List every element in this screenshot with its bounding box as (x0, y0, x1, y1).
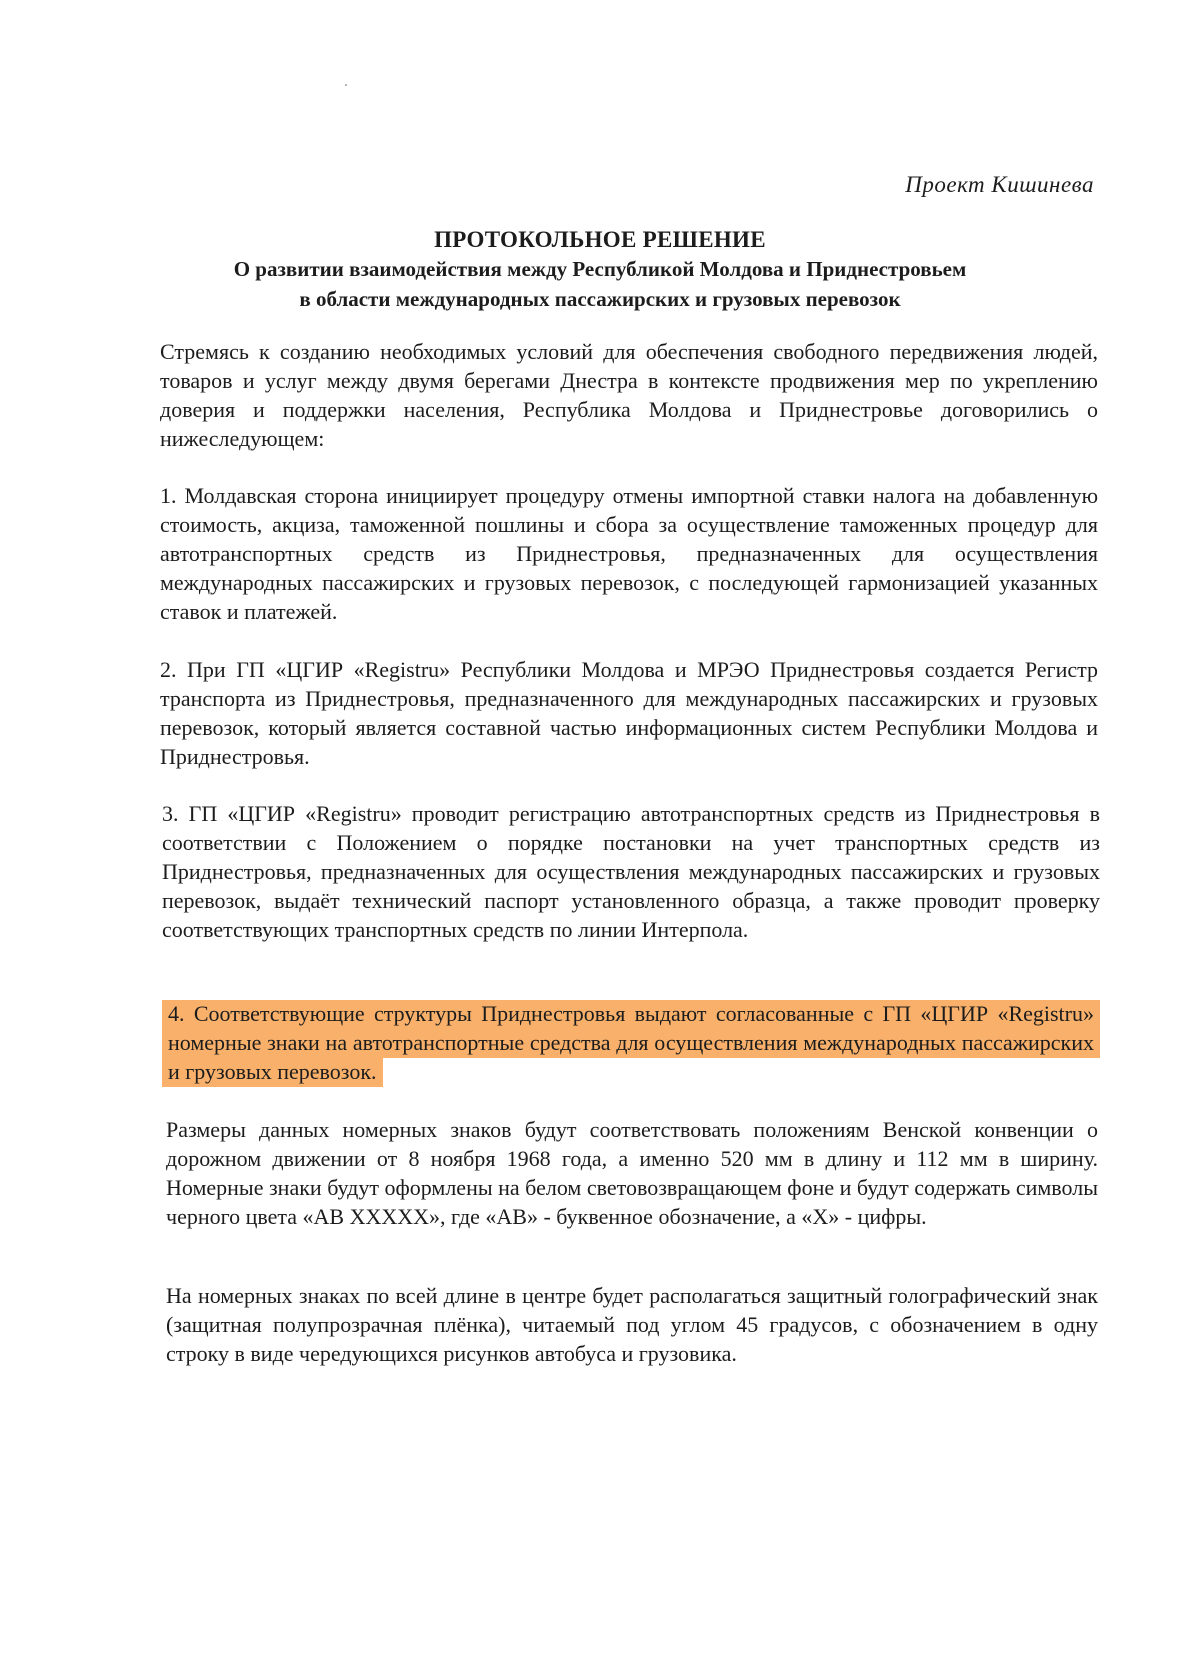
header-note: Проект Кишинева (905, 172, 1094, 197)
clause-3: 3. ГП «ЦГИР «Registru» проводит регистрацию автотранспортных средств из Приднестровья в соответствии с Положением о порядке постановки на учет транспортных средств из Приднестровья, предназначенных для осуществления международных пассажирских и грузовых перевозок, выдаёт технический паспорт установленного образца, а также проводит проверку соответствующих транспортных средств по линии Интерпола. (162, 801, 1100, 942)
scan-speck (345, 84, 347, 86)
intro-paragraph: Стремясь к созданию необходимых условий для обеспечения свободного передвижения людей, товаров и услуг между двумя берегами Днестра в контексте продвижения мер по укреплению доверия и поддержки населения, Республика Молдова и Приднестровье договорились о нижеследующем: (160, 339, 1098, 451)
highlighted-clause-4-text: 4. Соответствующие структуры Приднестровья выдают согласованные с ГП «ЦГИР «Registru» номерные знаки на автотранспортные средства для осуществления международных пассажирских и грузовых перевозок. (162, 1000, 1100, 1087)
document-subtitle-line-1: О развитии взаимодействия между Республикой Молдова и Приднестровьем (233, 257, 967, 281)
clause-4 (162, 999, 1100, 1086)
document-subtitle-line-2: в области международных пассажирских и грузовых перевозок (299, 287, 901, 311)
document-title: ПРОТОКОЛЬНОЕ РЕШЕНИЕ (434, 227, 766, 252)
hologram-paragraph: На номерных знаках по всей длине в центре будет располагаться защитный голографический знак (защитная полупрозрачная плёнка), читаемый под углом 45 градусов, с обозначением в одну строку в виде чередующихся рисунков автобуса и грузовика. (166, 1283, 1098, 1366)
clause-2: 2. При ГП «ЦГИР «Registru» Республики Молдова и МРЭО Приднестровья создается Регистр транспорта из Приднестровья, предназначенного для международных пассажирских и грузовых перевозок, который является составной частью информационных систем Республики Молдова и Приднестровья. (160, 657, 1098, 769)
plate-size-paragraph: Размеры данных номерных знаков будут соответствовать положениям Венской конвенции о дорожном движении от 8 ноября 1968 года, а именно 520 мм в длину и 112 мм в ширину. Номерные знаки будут оформлены на белом световозвращающем фоне и будут содержать символы черного цвета «АВ XXXXX», где «АВ» - буквенное обозначение, а «Х» - цифры. (166, 1117, 1098, 1229)
title-block (150, 226, 1050, 314)
clause-1: 1. Молдавская сторона инициирует процедуру отмены импортной ставки налога на добавленную стоимость, акциза, таможенной пошлины и сбора за осуществление таможенных процедур для автотранспортных средств из Приднестровья, предназначенных для осуществления международных пассажирских и грузовых перевозок, с последующей гармонизацией указанных ставок и платежей. (160, 483, 1098, 624)
